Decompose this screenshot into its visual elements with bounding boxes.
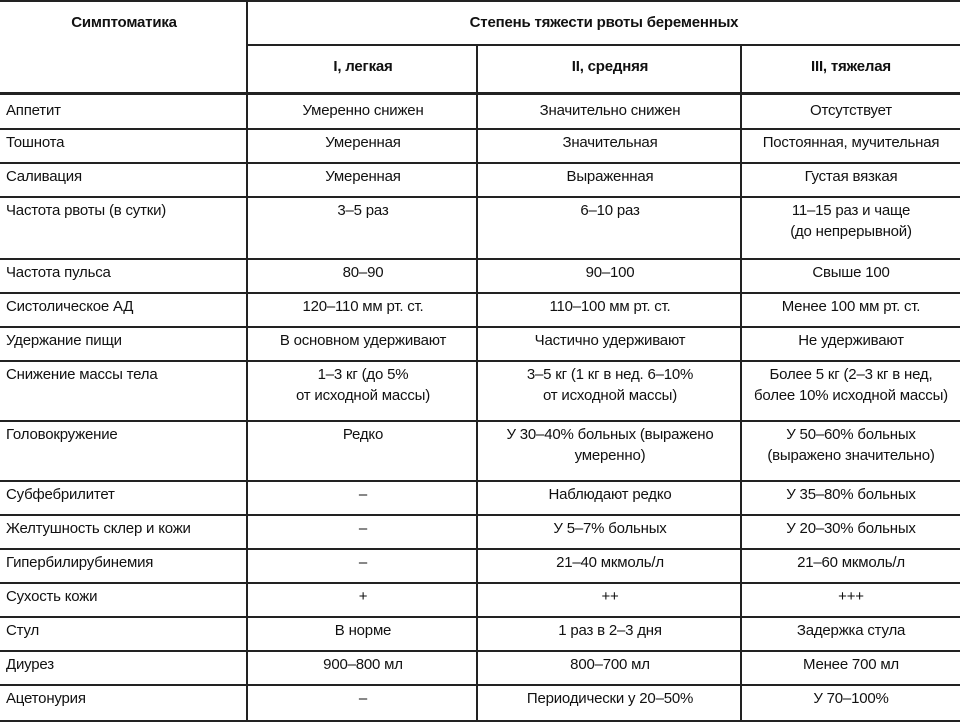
row-rule	[0, 650, 960, 652]
level-2-cell: 800–700 мл	[570, 656, 650, 673]
level-1-cell: –	[358, 520, 368, 537]
level-2-cell: 21–40 мкмоль/л	[556, 554, 664, 571]
symptom-cell: Сухость кожи	[6, 588, 98, 605]
rule-top	[0, 0, 960, 2]
header-severity: Степень тяжести рвоты беременных	[469, 14, 739, 31]
level-1-cell: В норме	[334, 622, 392, 639]
level-2-cell: Частично удерживают	[534, 332, 686, 349]
header-level-3: III, тяжелая	[811, 58, 891, 75]
level-2-cell: Значительно снижен	[539, 102, 681, 119]
row-rule	[0, 292, 960, 294]
level-2-cell: Наблюдают редко	[548, 486, 672, 503]
level-3-cell: У 70–100%	[813, 690, 889, 707]
level-3-cell: Свыше 100	[812, 264, 890, 281]
symptom-cell: Желтушность склер и кожи	[6, 520, 191, 537]
level-2-cell: 3–5 кг (1 кг в нед. 6–10% от исходной массы)	[526, 366, 694, 404]
level-3-cell: У 50–60% больных (выражено значительно)	[767, 426, 935, 464]
symptom-cell: Аппетит	[6, 102, 61, 119]
header-level-1: I, легкая	[333, 58, 393, 75]
row-rule	[0, 480, 960, 482]
symptom-cell: Систолическое АД	[6, 298, 134, 315]
level-2-cell: Выраженная	[566, 168, 654, 185]
row-rule	[0, 616, 960, 618]
rule-header-sub	[248, 44, 960, 46]
level-3-cell: Задержка стула	[796, 622, 906, 639]
level-1-cell: 3–5 раз	[337, 202, 389, 219]
row-rule	[0, 420, 960, 422]
symptom-cell: Саливация	[6, 168, 82, 185]
row-rule	[0, 128, 960, 130]
column-rule	[476, 44, 478, 720]
level-3-cell: +++	[838, 588, 864, 605]
level-1-cell: 80–90	[342, 264, 384, 281]
level-2-cell: 1 раз в 2–3 дня	[558, 622, 662, 639]
symptom-cell: Удержание пищи	[6, 332, 122, 349]
level-3-cell: Густая вязкая	[804, 168, 898, 185]
level-2-cell: ++	[601, 588, 619, 605]
level-1-cell: –	[358, 690, 368, 707]
level-3-cell: Менее 700 мл	[802, 656, 899, 673]
symptom-cell: Стул	[6, 622, 39, 639]
level-3-cell: Не удерживают	[798, 332, 904, 349]
symptom-cell: Частота рвоты (в сутки)	[6, 202, 167, 219]
level-2-cell: 110–100 мм рт. ст.	[549, 298, 671, 315]
column-rule	[246, 0, 248, 720]
symptom-cell: Ацетонурия	[6, 690, 86, 707]
row-rule	[0, 684, 960, 686]
symptom-cell: Снижение массы тела	[6, 366, 158, 383]
row-rule	[0, 258, 960, 260]
header-level-2: II, средняя	[571, 58, 649, 75]
row-rule	[0, 360, 960, 362]
symptom-cell: Гипербилирубинемия	[6, 554, 154, 571]
level-1-cell: 1–3 кг (до 5% от исходной массы)	[295, 366, 431, 404]
symptom-cell: Головокружение	[6, 426, 118, 443]
level-1-cell: В основном удерживают	[279, 332, 447, 349]
level-2-cell: У 30–40% больных (выражено умеренно)	[506, 426, 714, 464]
row-rule	[0, 326, 960, 328]
rule-header-bottom	[0, 92, 960, 95]
level-3-cell: 21–60 мкмоль/л	[797, 554, 905, 571]
column-rule	[740, 44, 742, 720]
level-3-cell: Постоянная, мучительная	[762, 134, 940, 151]
level-1-cell: Умеренно снижен	[302, 102, 424, 119]
level-1-cell: +	[358, 588, 368, 605]
level-3-cell: У 35–80% больных	[786, 486, 916, 503]
level-2-cell: У 5–7% больных	[553, 520, 667, 537]
level-1-cell: –	[358, 554, 368, 571]
row-rule	[0, 514, 960, 516]
level-1-cell: 120–110 мм рт. ст.	[302, 298, 424, 315]
level-2-cell: Значительная	[562, 134, 658, 151]
row-rule	[0, 548, 960, 550]
symptom-cell: Диурез	[6, 656, 54, 673]
level-3-cell: Отсутствует	[810, 102, 892, 119]
symptom-cell: Тошнота	[6, 134, 65, 151]
level-1-cell: 900–800 мл	[323, 656, 403, 673]
level-3-cell: 11–15 раз и чаще (до непрерывной)	[790, 202, 912, 240]
level-3-cell: У 20–30% больных	[786, 520, 916, 537]
level-1-cell: Редко	[342, 426, 384, 443]
level-2-cell: 6–10 раз	[580, 202, 640, 219]
level-2-cell: Периодически у 20–50%	[526, 690, 694, 707]
row-rule	[0, 162, 960, 164]
level-1-cell: –	[358, 486, 368, 503]
symptom-cell: Частота пульса	[6, 264, 111, 281]
row-rule	[0, 582, 960, 584]
row-rule	[0, 196, 960, 198]
level-3-cell: Менее 100 мм рт. ст.	[781, 298, 921, 315]
level-2-cell: 90–100	[585, 264, 635, 281]
level-3-cell: Более 5 кг (2–3 кг в нед, более 10% исходной массы)	[754, 366, 948, 404]
level-1-cell: Умеренная	[325, 168, 401, 185]
header-symptoms: Симптоматика	[71, 14, 177, 31]
level-1-cell: Умеренная	[325, 134, 401, 151]
symptom-cell: Субфебрилитет	[6, 486, 115, 503]
